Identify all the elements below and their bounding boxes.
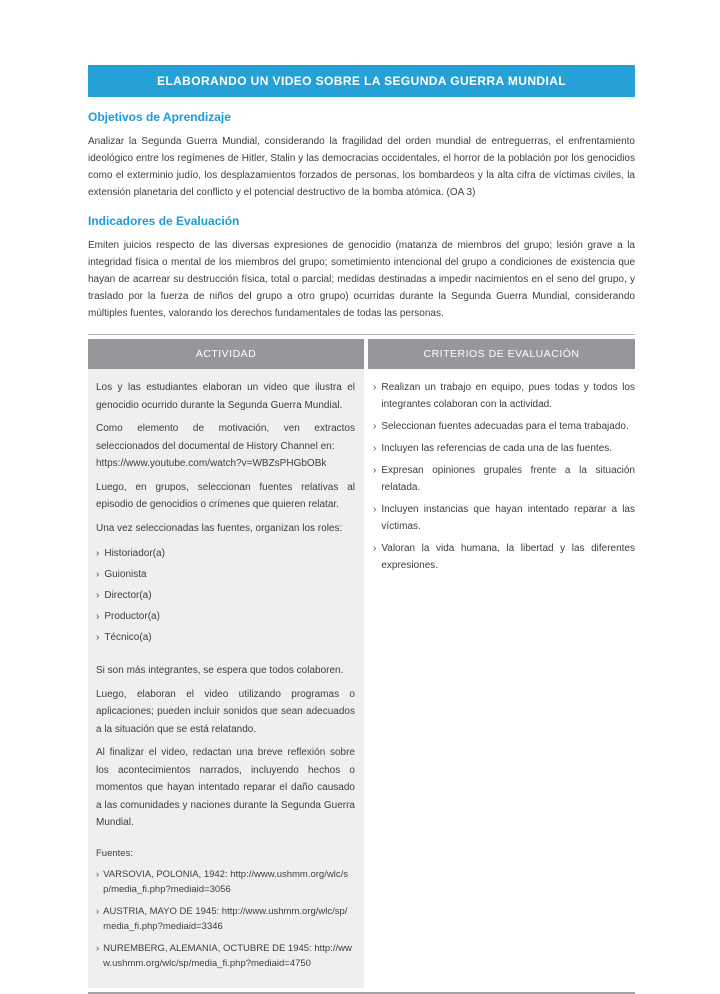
criteria-text: Realizan un trabajo en equipo, pues todas y todos los integrantes colaboran con la actividad. bbox=[381, 382, 635, 410]
bullet-icon: › bbox=[373, 504, 377, 515]
criteria-text: Expresan opiniones grupales frente a la situación relatada. bbox=[381, 465, 635, 493]
role-label: Técnico(a) bbox=[104, 632, 152, 643]
source-link[interactable]: AUSTRIA, MAYO DE 1945: http://www.ushmm.org/wlc/sp/media_fi.php?mediaid=3346 bbox=[103, 905, 348, 932]
objetivos-heading: Objetivos de Aprendizaje bbox=[88, 110, 231, 124]
bullet-icon: › bbox=[96, 590, 100, 601]
bullet-icon: › bbox=[96, 868, 100, 880]
objetivos-paragraph: Analizar la Segunda Guerra Mundial, considerando la fragilidad del orden mundial de entreguerras, el enfrentamiento ideológico entre los regímenes de Hitler, Stalin y las democracias occidentales, el horror de la población por los genocidios como el exterminio judío, los desplazamientos forzados de personas, los bombardeos y la alta cifra de víctimas civiles, la extensión planetaria del conflicto y el potencial destructivo de la bomba atómica. (OA 3) bbox=[88, 136, 635, 198]
list-item bbox=[96, 606, 355, 627]
document-title-bar: ELABORANDO UN VIDEO SOBRE LA SEGUNDA GUERRA MUNDIAL bbox=[88, 65, 635, 97]
activity-paragraph: Luego, elaboran el video utilizando programas o aplicaciones; pueden incluir sonidos que sean adecuados a la situación que se está relatando. bbox=[96, 688, 355, 735]
list-item bbox=[373, 379, 635, 413]
list-item bbox=[96, 867, 355, 897]
source-link[interactable]: NUREMBERG, ALEMANIA, OCTUBRE DE 1945: http://www.ushmm.org/wlc/sp/media_fi.php?mediaid=4750 bbox=[103, 942, 352, 969]
criteria-text: Seleccionan fuentes adecuadas para el tema trabajado. bbox=[381, 421, 629, 432]
bullet-icon: › bbox=[96, 632, 100, 643]
list-item bbox=[373, 462, 635, 496]
criteria-text: Incluyen las referencias de cada una de las fuentes. bbox=[381, 443, 613, 454]
bullet-icon: › bbox=[96, 942, 100, 954]
list-item bbox=[96, 543, 355, 564]
criteria-text: Valoran la vida humana, la libertad y las diferentes expresiones. bbox=[381, 543, 635, 571]
youtube-link[interactable]: https://www.youtube.com/watch?v=WBZsPHGbOBk bbox=[96, 458, 327, 469]
bullet-icon: › bbox=[96, 611, 100, 622]
activity-paragraph: Si son más integrantes, se espera que todos colaboren. bbox=[96, 665, 344, 676]
list-item bbox=[373, 418, 635, 435]
list-item bbox=[96, 627, 355, 648]
bullet-icon: › bbox=[373, 421, 377, 432]
bullet-icon: › bbox=[373, 465, 377, 476]
list-item bbox=[373, 501, 635, 535]
activity-criteria-table bbox=[88, 334, 635, 994]
activity-paragraph: Como elemento de motivación, ven extractos seleccionados del documental de History Channel en: bbox=[96, 423, 355, 452]
table-header-activity: ACTIVIDAD bbox=[88, 339, 364, 369]
fuentes-label: Fuentes: bbox=[96, 847, 133, 859]
roles-list bbox=[96, 543, 355, 648]
sources-list bbox=[96, 867, 355, 971]
bullet-icon: › bbox=[373, 443, 377, 454]
source-link[interactable]: VARSOVIA, POLONIA, 1942: http://www.ushmm.org/wlc/sp/media_fi.php?mediaid=3056 bbox=[103, 868, 348, 895]
table-body-row bbox=[88, 369, 635, 988]
role-label: Historiador(a) bbox=[104, 548, 165, 559]
indicadores-heading: Indicadores de Evaluación bbox=[88, 214, 240, 228]
list-item bbox=[96, 904, 355, 934]
bullet-icon: › bbox=[96, 569, 100, 580]
list-item bbox=[373, 440, 635, 457]
activity-cell bbox=[88, 369, 364, 988]
list-item bbox=[96, 564, 355, 585]
list-item bbox=[373, 540, 635, 574]
list-item bbox=[96, 941, 355, 971]
bullet-icon: › bbox=[373, 382, 377, 393]
activity-paragraph: Luego, en grupos, seleccionan fuentes relativas al episodio de genocidios o crímenes que quieren relatar. bbox=[96, 481, 355, 510]
activity-paragraph: Al finalizar el video, redactan una breve reflexión sobre los acontecimientos narrados, incluyendo hechos o momentos que hayan intentado reparar el daño causado a las comunidades y naciones durante la Segunda Guerra Mundial. bbox=[96, 747, 355, 828]
document-content bbox=[88, 65, 635, 994]
table-header-row bbox=[88, 339, 635, 369]
table-header-criteria: CRITERIOS DE EVALUACIÓN bbox=[368, 339, 635, 369]
bullet-icon: › bbox=[96, 905, 100, 917]
list-item bbox=[96, 585, 355, 606]
bullet-icon: › bbox=[373, 543, 377, 554]
activity-paragraph: Una vez seleccionadas las fuentes, organizan los roles: bbox=[96, 522, 343, 534]
role-label: Director(a) bbox=[104, 590, 152, 601]
activity-paragraph: Los y las estudiantes elaboran un video que ilustra el genocidio ocurrido durante la Segunda Guerra Mundial. bbox=[96, 382, 355, 411]
role-label: Productor(a) bbox=[104, 611, 160, 622]
bullet-icon: › bbox=[96, 548, 100, 559]
criteria-cell bbox=[368, 369, 635, 988]
indicadores-paragraph: Emiten juicios respecto de las diversas expresiones de genocidio (matanza de miembros del grupo; lesión grave a la integridad física o mental de los miembros del grupo; sometimiento intencional del grupo a condiciones de existencia que hayan de acarrear su destrucción física, total o parcial; medidas destinadas a impedir nacimientos en el seno del grupo, y traslado por la fuerza de niños del grupo a otro grupo) ocurridas durante la Segunda Guerra Mundial, considerando múltiples fuentes, valorando los derechos fundamentales de todas las personas. bbox=[88, 240, 635, 319]
role-label: Guionista bbox=[104, 569, 147, 580]
criteria-text: Incluyen instancias que hayan intentado reparar a las víctimas. bbox=[381, 504, 635, 532]
